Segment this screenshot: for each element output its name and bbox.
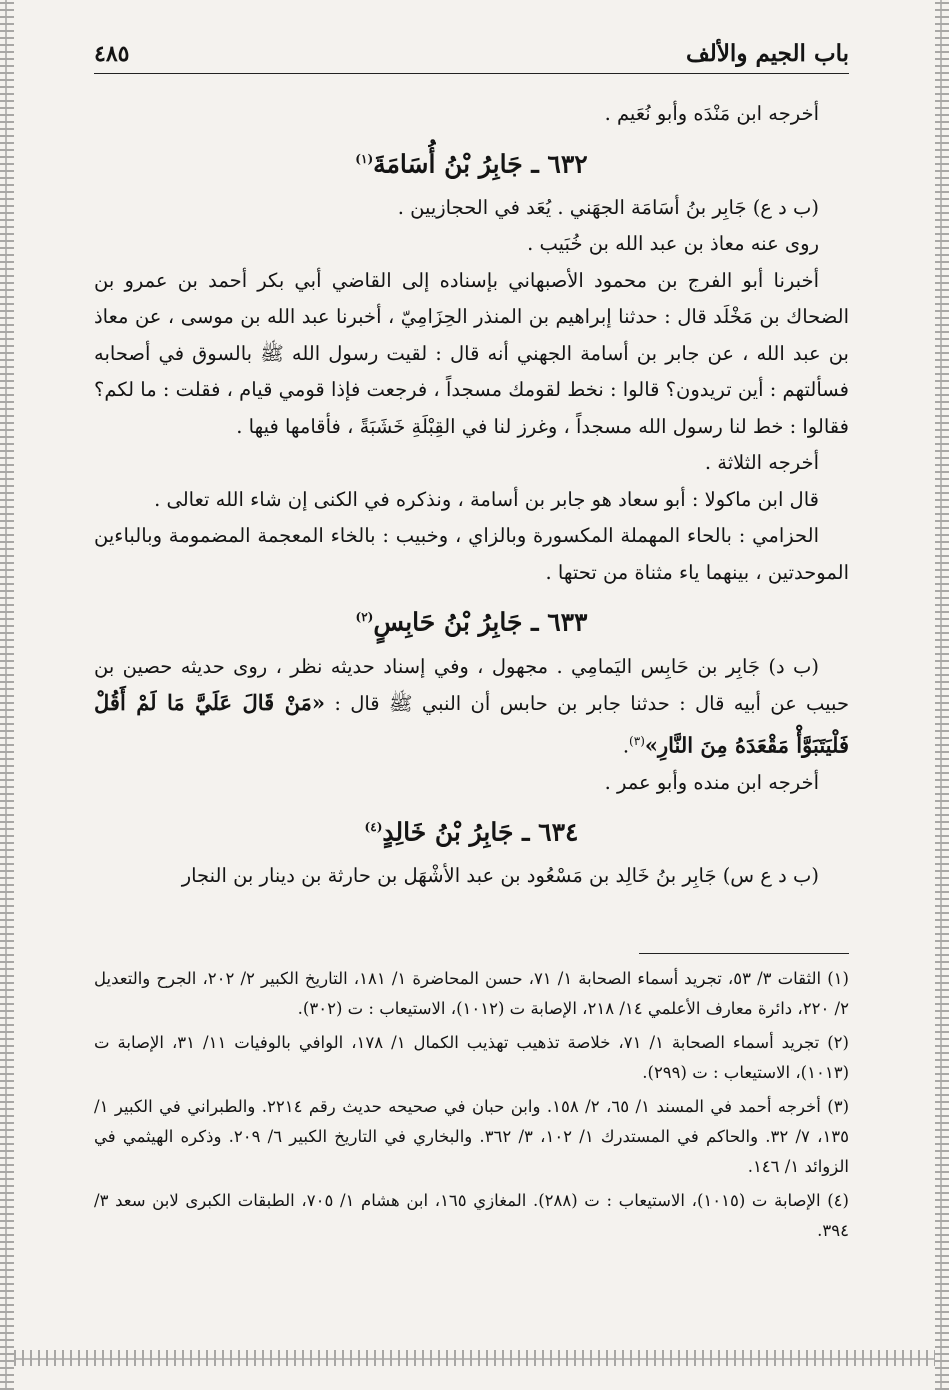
paragraph-text: (ب د) جَابِر بن حَابِس اليَمامِي . مجهول ، وفي إسناد حديثه نظر ، روى حديثه حصين بن حبيب عن أبيه قال : حدثنا جابر بن حابس أن النبي ﷺ قال : — [94, 654, 850, 716]
page-content — [94, 40, 849, 1250]
page-number: ٤٨٥ — [94, 41, 130, 67]
entry-title-632 — [94, 137, 849, 186]
footnote: (٣) أخرجه أحمد في المسند ١/ ٦٥، ٢/ ١٥٨. وابن حبان في صحيحه حديث رقم ٢٢١٤. والطبراني في الكبير ١/ ١٣٥، ٧/ ٣٢. والحاكم في المستدرك ١/ ١٠٢، ٣/ ٣٦٢. والبخاري في التاريخ الكبير ٦/ ٢٠٩. وذكره الهيثمي في الزوائد ١/ ١٤٦. — [94, 1096, 850, 1176]
paragraph: روى عنه معاذ بن عبد الله بن خُبَيب . — [527, 232, 819, 256]
entry-title-text: ٦٣٢ ـ جَابِرُ بْنُ أُسَامَةَ — [373, 148, 588, 178]
footnote: (٤) الإصابة ت (١٠١٥)، الاستيعاب : ت (٢٨٨). المغازي ١٦٥، ابن هشام ١/ ٧٠٥، الطبقات الكبرى لابن سعد ٣/ ٣٩٤. — [94, 1190, 849, 1240]
decorative-border-bottom — [14, 1350, 935, 1366]
paragraph: قال ابن ماكولا : أبو سعاد هو جابر بن أسامة ، ونذكره في الكنى إن شاء الله تعالى . — [154, 487, 819, 511]
footnote: (١) الثقات ٣/ ٥٣، تجريد أسماء الصحابة ١/ ٧١، حسن المحاضرة ١/ ١٨١، التاريخ الكبير ٢/ ٢٠٢، الجرح والتعديل ٢/ ٢٢٠، دائرة معارف الأعلمي ١٤/ ٢١٨، الإصابة ت (١٠١٢)، الاستيعاب : ت (٣٠٢). — [94, 968, 849, 1018]
footnote-separator — [639, 953, 849, 954]
footnote-mark: (٣) — [629, 733, 645, 748]
decorative-border-left — [0, 0, 14, 1390]
hadith-quote: «مَنْ قَالَ عَلَيَّ مَا لَمْ أَقُلْ فَلْيَتَبَوَّأْ مَقْعَدَهُ مِنَ النَّارِ» — [94, 690, 849, 758]
entry-title-text: ٦٣٣ ـ جَابِرُ بْنُ حَابِسٍ — [373, 607, 588, 637]
decorative-border-right — [935, 0, 949, 1390]
paragraph: أخرجه الثلاثة . — [704, 451, 819, 475]
footnotes — [94, 964, 849, 1246]
footnote-mark: (٤) — [364, 820, 383, 835]
paragraph: (ب د ع) جَابِر بنُ أسَامَة الجهَني . يُعَد في الحجازيين . — [397, 195, 819, 219]
page-header — [94, 40, 849, 74]
paragraph: أخرجه ابن منده وأبو عمر . — [604, 770, 819, 794]
paragraph: الحزامي : بالحاء المهملة المكسورة وبالزاي ، وخبيب : بالخاء المعجمة المضمومة وبالباءين الموحدتين ، بينهما ياء مثناة من تحتها . — [94, 524, 849, 584]
paragraph: (ب د) جَابِر بن حَابِس اليَمامِي . مجهول ، وفي إسناد حديثه نظر ، روى حديثه حصين بن حبيب عن أبيه قال : حدثنا جابر بن حابس أن النبي ﷺ قال : «مَنْ قَالَ عَلَيَّ مَا لَمْ أَقُلْ فَلْيَتَبَوَّأْ مَقْعَدَهُ مِنَ النَّارِ»$^{(٣)}$. — [94, 654, 850, 758]
entry-title-634 — [94, 805, 849, 854]
entry-title-633 — [94, 595, 849, 644]
footnote-mark: (٢) — [355, 610, 374, 625]
paragraph: (ب د ع س) جَابِر بنُ خَالِد بن مَسْعُود بن عبد الأشْهَل بن حارثة بن دينار بن النجار — [181, 864, 819, 888]
footnote-mark: (١) — [355, 151, 374, 166]
running-title: باب الجيم والألف — [686, 40, 849, 67]
entry-title-text: ٦٣٤ ـ جَابِرُ بْنُ خَالِدٍ — [382, 817, 579, 847]
paragraph: أخبرنا أبو الفرج بن محمود الأصبهاني بإسناده إلى القاضي أبي بكر أحمد بن عمرو بن الضحاك بن مَخْلَد قال : حدثنا إبراهيم بن المنذر الحِزَامِيّ ، أخبرنا عبد الله بن موسى ، عن معاذ بن عبد الله ، عن جابر بن أسامة الجهني أنه قال : لقيت رسول الله ﷺ بالسوق في أصحابه فسألتهم : أين تريدون؟ قالوا : نخط لقومك مسجداً ، فرجعت فإذا قومي قيام ، فقلت : ما لكم؟ فقالوا : خط لنا رسول الله مسجداً ، وغرز لنا في القِبْلَةِ خَشَبَةً ، فأقامها فيها . — [94, 268, 849, 438]
footnote: (٢) تجريد أسماء الصحابة ١/ ٧١، خلاصة تذهيب تهذيب الكمال ١/ ١٧٨، الوافي بالوفيات ١١/ ٣١، الإصابة ت (١٠١٣)، الاستيعاب : ت (٢٩٩). — [94, 1032, 849, 1082]
body-line: أخرجه ابن مَنْدَه وأبو نُعَيم . — [604, 102, 819, 125]
